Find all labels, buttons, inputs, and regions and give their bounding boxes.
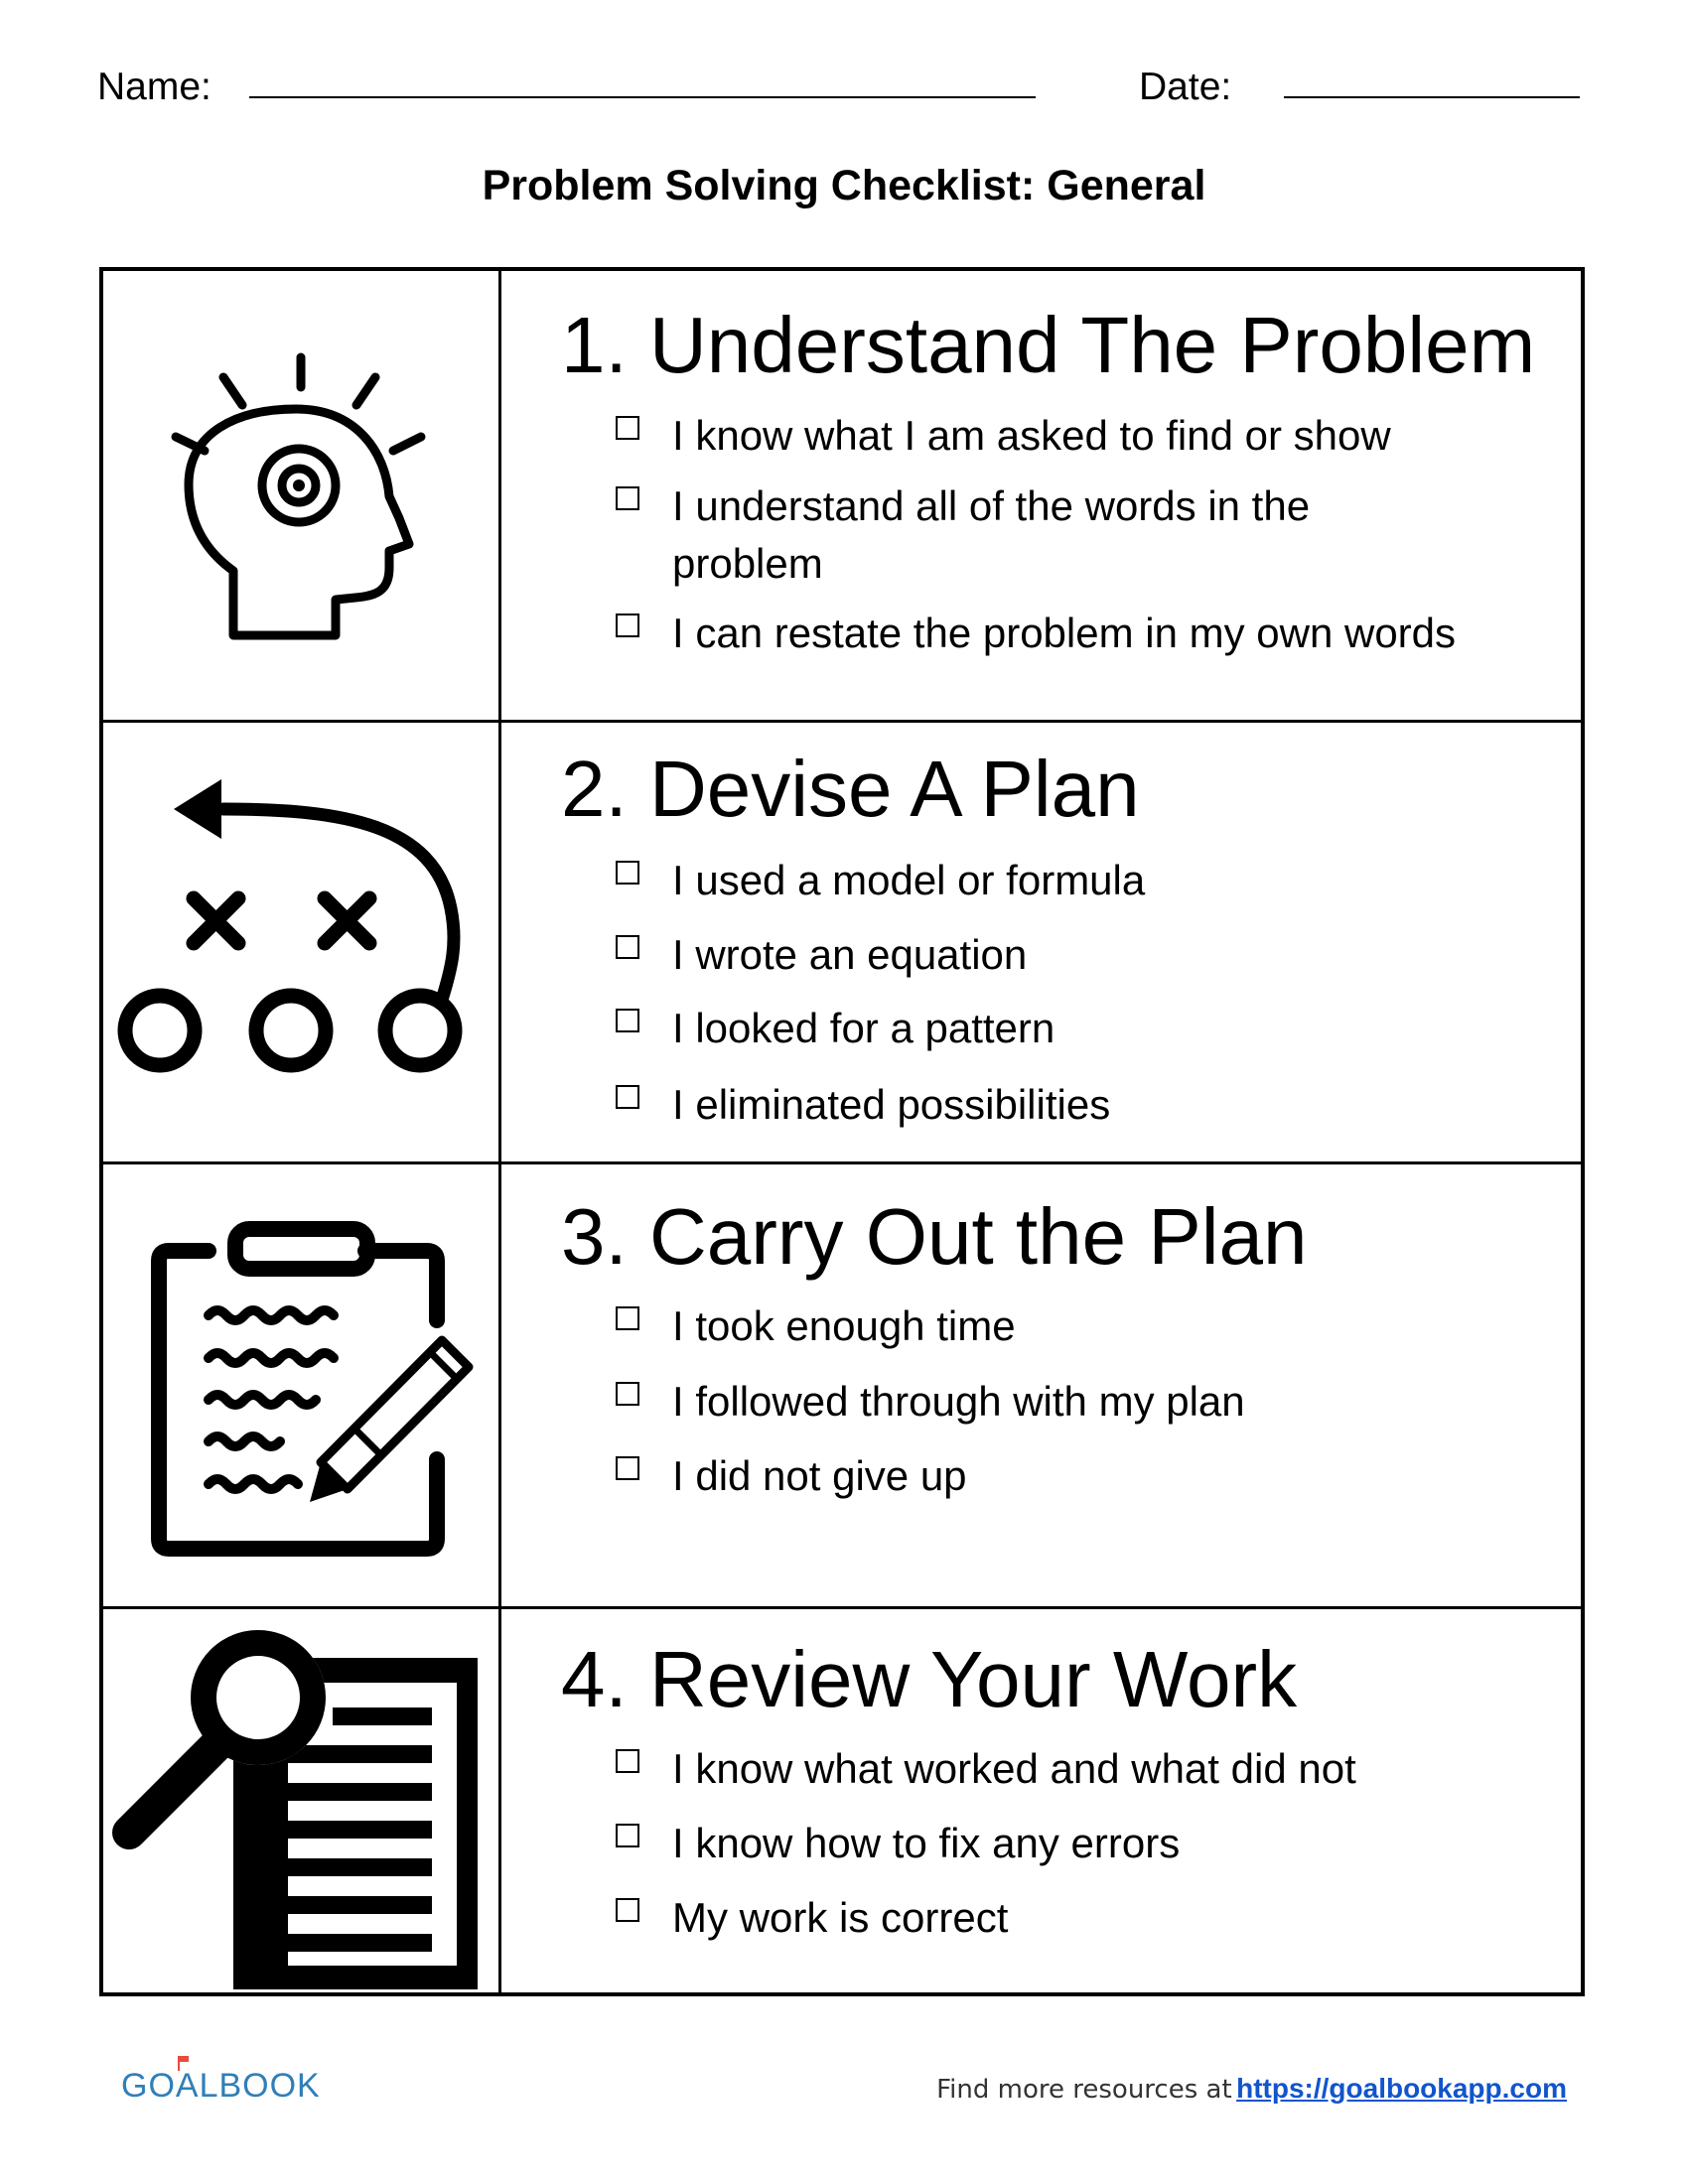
footer-resources [936, 2073, 1567, 2105]
section-heading-devise: 2. Devise A Plan [561, 745, 1140, 833]
row-divider [103, 720, 1581, 723]
checkbox[interactable] [616, 935, 639, 959]
checkbox[interactable] [616, 1824, 639, 1847]
goalbook-logo: GOALBOOK [121, 2067, 321, 2105]
section-heading-understand: 1. Understand The Problem [561, 301, 1536, 389]
checkbox[interactable] [616, 1456, 639, 1480]
checkbox[interactable] [616, 614, 639, 637]
checkbox[interactable] [616, 1085, 639, 1109]
checkbox[interactable] [616, 1382, 639, 1406]
checklist-item-label: I wrote an equation [672, 931, 1028, 978]
row-divider [103, 1161, 1581, 1164]
magnifier-document-icon [109, 1628, 487, 1995]
page-title: Problem Solving Checklist: General [482, 162, 1206, 209]
checkbox[interactable] [616, 1009, 639, 1032]
column-divider [498, 271, 501, 1992]
section-heading-carry-out: 3. Carry Out the Plan [561, 1192, 1308, 1281]
flag-icon [176, 2054, 192, 2072]
checklist-item-label: I took enough time [672, 1302, 1016, 1349]
checklist-item-label: I eliminated possibilities [672, 1081, 1111, 1128]
date-field-line[interactable] [1284, 96, 1580, 98]
checklist-item-label: I know what worked and what did not [672, 1745, 1356, 1792]
row-divider [103, 1606, 1581, 1609]
footer-text: Find more resources at [936, 2075, 1232, 2105]
checkbox[interactable] [616, 416, 639, 440]
head-target-icon [159, 347, 437, 655]
date-label: Date: [1139, 66, 1232, 108]
checklist-item-label: I know how to fix any errors [672, 1820, 1181, 1866]
game-plan-icon [104, 769, 487, 1087]
checklist-item-label: My work is correct [672, 1894, 1009, 1941]
checklist-item-label: I followed through with my plan [672, 1378, 1245, 1425]
checkbox[interactable] [616, 1306, 639, 1330]
footer-link[interactable]: https://goalbookapp.com [1236, 2073, 1567, 2104]
checklist-item-label: I looked for a pattern [672, 1005, 1055, 1051]
name-label: Name: [97, 66, 211, 108]
checklist-item-label: I did not give up [672, 1452, 967, 1499]
checkbox[interactable] [616, 1749, 639, 1773]
checklist-item-label: I understand all of the words in the problem [672, 482, 1311, 587]
clipboard-pencil-icon [149, 1211, 487, 1559]
checkbox[interactable] [616, 1898, 639, 1922]
checklist-item-label: I can restate the problem in my own words [672, 610, 1457, 656]
checkbox[interactable] [616, 861, 639, 885]
section-heading-review: 4. Review Your Work [561, 1635, 1298, 1723]
checkbox[interactable] [616, 486, 639, 510]
name-field-line[interactable] [249, 96, 1036, 98]
checklist-item-label: I know what I am asked to find or show [672, 412, 1391, 459]
checklist-item-label: I used a model or formula [672, 857, 1146, 903]
